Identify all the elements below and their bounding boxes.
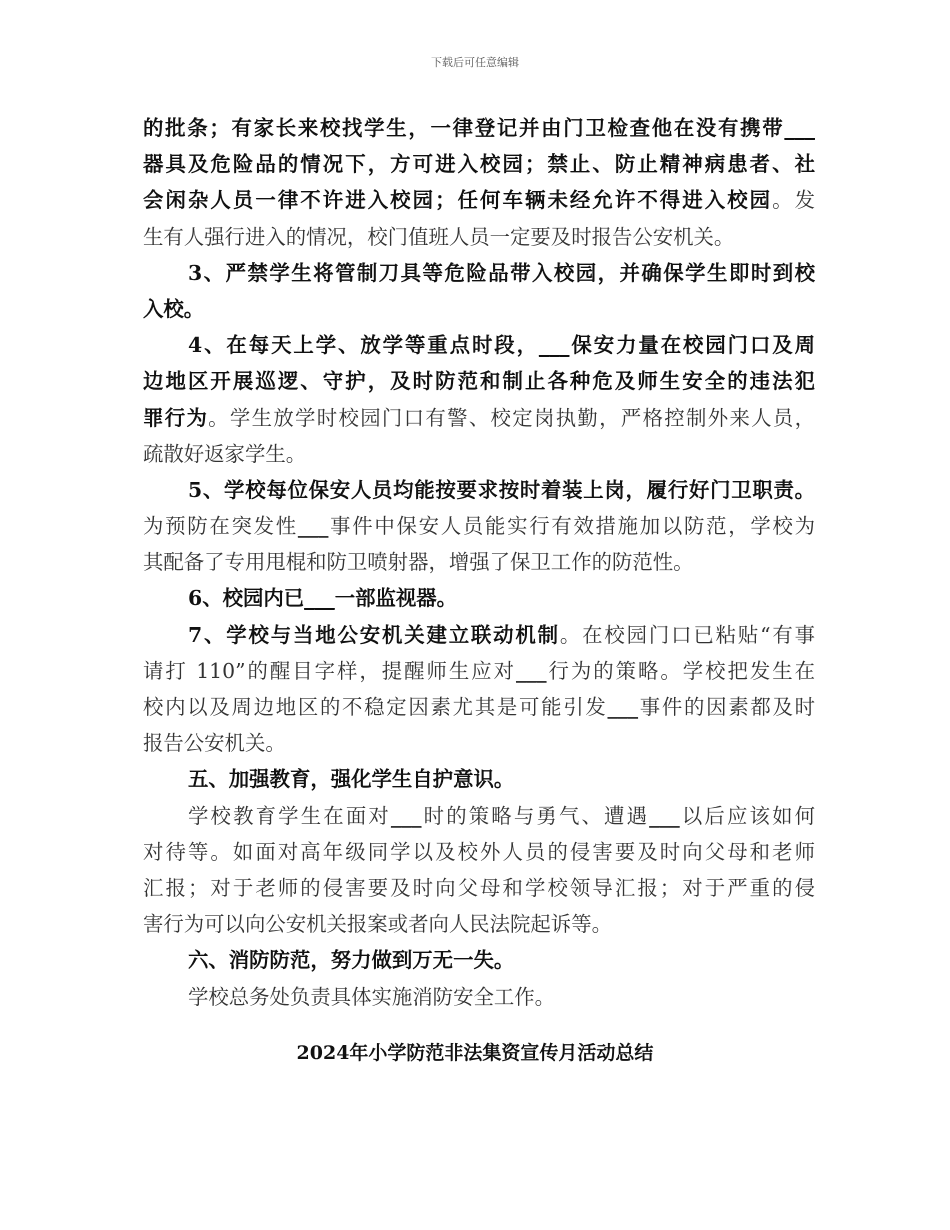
section-heading: 五、加强教育，强化学生自护意识。 (188, 767, 515, 792)
paragraph-line (143, 580, 815, 616)
text-run: 会闲杂人员一律不许进入校园；任何车辆未经允许不得进入校园 (143, 188, 773, 213)
paragraph-line (143, 182, 815, 218)
fill-blank: ___ (607, 695, 639, 719)
paragraph-line: 报告公安机关。 (143, 731, 286, 756)
text-run: 事件中保安人员能实行有效措施加以防范，学校为 (328, 514, 816, 539)
text-run: 罪行为 (143, 405, 209, 430)
fill-blank: ___ (784, 116, 815, 140)
fill-blank: ___ (515, 658, 547, 683)
next-document-title: 2024年小学防范非法集资宣传月活动总结 (296, 1042, 654, 1064)
section-heading: 六、消防防范，努力做到万无一失。 (188, 948, 515, 973)
text-run: 时的策略与勇气、遭遇 (421, 803, 650, 828)
text-run: 保安力量在校园门口及周 (569, 333, 816, 358)
text-run: 以后应该如何 (679, 803, 816, 828)
text-run: 6、校园内已 (188, 586, 305, 611)
paragraph-line (143, 110, 815, 146)
paragraph-line: 对待等。如面对高年级同学以及校外人员的侵害要及时向父母和老师 (143, 839, 815, 864)
paragraph-line: 边地区开展巡逻、守护，及时防范和制止各种危及师生安全的违法犯 (143, 369, 815, 394)
paragraph-line (143, 327, 815, 363)
text-run: 的批条；有家长来校找学生，一律登记并由门卫检查他在没有携带 (143, 116, 785, 140)
paragraph-line: 3、严禁学生将管制刀具等危险品带入校园，并确保学生即时到校 (188, 260, 815, 285)
fill-blank: ___ (297, 514, 329, 539)
fill-blank: ___ (304, 586, 335, 611)
page-header: 下载后可任意编辑 (431, 56, 519, 69)
paragraph-line: 5、学校每位保安人员均能按要求按时着装上岗，履行好门卫职责。 (188, 477, 815, 502)
text-run: 校内以及周边地区的不稳定因素尤其是可能引发 (143, 695, 608, 719)
text-run: 。学生放学时校园门口有警、校定岗执勤，严格控制外来人员， (208, 405, 816, 430)
paragraph-line (143, 508, 815, 544)
text-run: 一部监视器。 (334, 586, 458, 611)
text-run: 请打 110”的醒目字样，提醒师生应对 (143, 658, 516, 683)
paragraph-line (143, 653, 815, 689)
paragraph-line: 入校。 (143, 296, 205, 321)
paragraph-line: 学校总务处负责具体实施消防安全工作。 (188, 984, 556, 1009)
text-run: 。发 (772, 188, 816, 213)
paragraph-line: 器具及危险品的情况下，方可进入校园；禁止、防止精神病患者、社 (143, 152, 815, 177)
paragraph-line (143, 689, 815, 725)
paragraph-line: 生有人强行进入的情况，校门值班人员一定要及时报告公安机关。 (143, 224, 735, 249)
document-body (143, 110, 815, 1015)
text-run: 。在校园门口已粘贴“有事 (559, 622, 815, 647)
text-run: 7、学校与当地公安机关建立联动机制 (188, 622, 560, 647)
fill-blank: ___ (649, 803, 680, 828)
paragraph-line (143, 400, 815, 436)
text-run: 4、在每天上学、放学等重点时段， (188, 333, 539, 358)
text-run: 行为的策略。学校把发生在 (546, 658, 816, 683)
paragraph-line (143, 617, 815, 653)
fill-blank: ___ (390, 803, 422, 828)
paragraph-line: 其配备了专用甩棍和防卫喷射器，增强了保卫工作的防范性。 (143, 550, 694, 575)
text-run: 为预防在突发性 (143, 514, 298, 539)
fill-blank: ___ (538, 333, 570, 358)
paragraph-line: 疏散好返家学生。 (143, 441, 307, 466)
text-run: 事件的因素都及时 (638, 695, 816, 719)
paragraph-line: 汇报；对于老师的侵害要及时向父母和学校领导汇报；对于严重的侵 (143, 875, 815, 900)
paragraph-line: 害行为可以向公安机关报案或者向人民法院起诉等。 (143, 912, 612, 937)
text-run: 学校教育学生在面对 (188, 803, 391, 828)
paragraph-line (143, 798, 815, 834)
